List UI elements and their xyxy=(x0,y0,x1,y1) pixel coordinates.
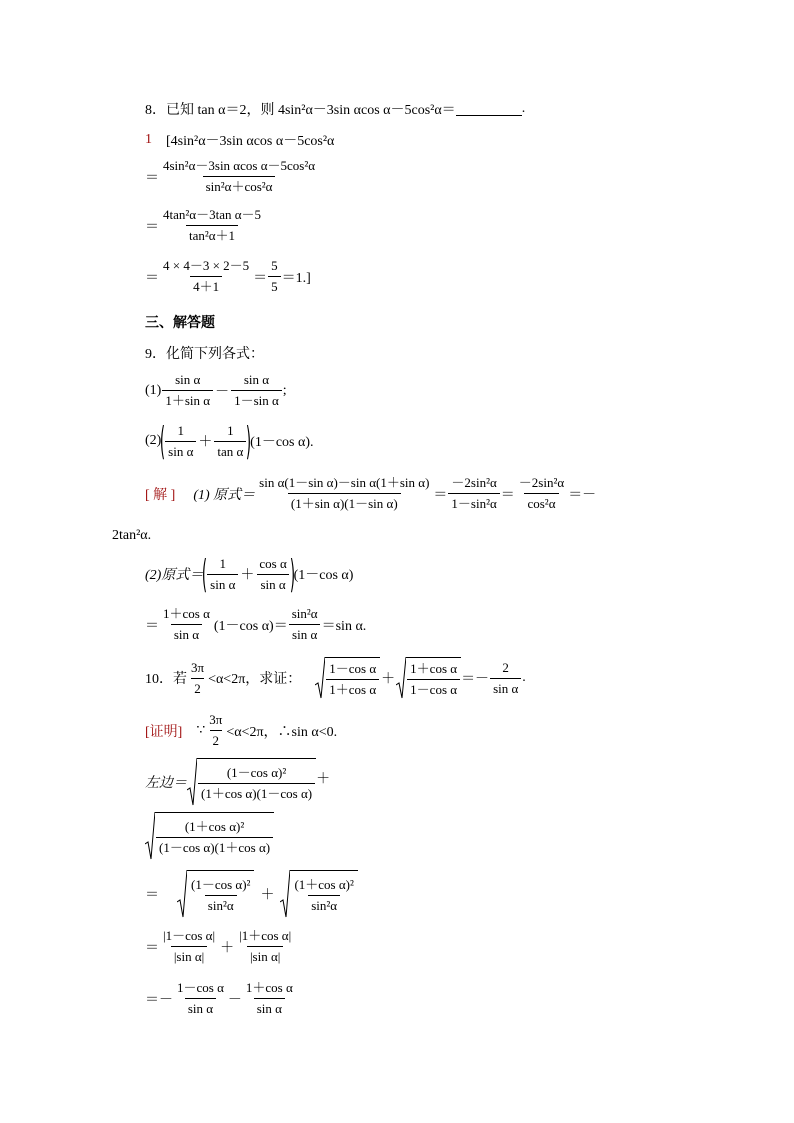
part-label: (2) xyxy=(145,433,162,448)
fraction xyxy=(326,661,379,698)
fraction xyxy=(490,660,521,697)
answer-8-step1 xyxy=(145,158,319,195)
numerator: 1 xyxy=(227,422,234,438)
denominator: cos²α xyxy=(524,493,558,512)
fraction xyxy=(165,423,196,460)
denominator: (1＋sin α)(1－sin α) xyxy=(288,493,401,512)
question-9-part1 xyxy=(145,372,287,409)
minus: － xyxy=(215,384,230,400)
fraction xyxy=(188,660,207,697)
fraction xyxy=(231,372,282,409)
numerator: 1＋cos α xyxy=(410,661,458,676)
equals: ＝ xyxy=(500,487,515,503)
fraction xyxy=(268,258,281,295)
fraction xyxy=(243,980,296,1017)
radical-sign-icon xyxy=(315,657,325,699)
proof-header xyxy=(145,712,337,749)
tail: (1－cos α) xyxy=(293,568,354,583)
equals: ＝ xyxy=(145,618,159,634)
question-10 xyxy=(145,657,526,699)
denominator: (1－cos α)(1＋cos α) xyxy=(156,837,273,856)
fraction xyxy=(162,372,213,409)
equals: ＝ xyxy=(433,487,448,503)
equals: ＝ xyxy=(145,170,159,186)
denominator: sin α xyxy=(207,574,238,593)
numerator: 1 xyxy=(177,422,185,438)
denominator: sin²α xyxy=(205,895,237,914)
numerator: cos α xyxy=(259,555,287,571)
equals: ＝ xyxy=(145,888,159,903)
numerator: (1－cos α)² xyxy=(191,877,251,892)
denominator: sin²α xyxy=(308,895,340,914)
fraction xyxy=(207,556,238,593)
left-paren: ( xyxy=(160,419,166,463)
fraction xyxy=(448,475,499,512)
sqrt-radical xyxy=(145,812,274,860)
fraction xyxy=(256,475,432,512)
denominator: 4＋1 xyxy=(190,276,222,295)
because-symbol: ∵ xyxy=(196,723,206,738)
numerator: 5 xyxy=(271,258,278,273)
numerator: sin²α xyxy=(291,606,318,621)
fraction xyxy=(291,877,356,914)
fraction xyxy=(156,819,273,856)
plus: ＋ xyxy=(198,435,213,450)
fraction xyxy=(160,207,264,244)
radical-sign-icon xyxy=(187,758,197,806)
section-heading: 三、解答题 xyxy=(145,316,215,331)
fraction xyxy=(160,258,252,295)
equals: ＝ xyxy=(145,219,159,235)
answer-8-step2 xyxy=(145,207,265,244)
left-paren: ( xyxy=(202,552,208,596)
answer-9-part2 xyxy=(145,552,354,596)
plus: ＋ xyxy=(220,940,235,956)
equals: ＝ xyxy=(253,270,268,286)
radical-sign-icon xyxy=(145,812,155,860)
radical-sign-icon xyxy=(396,657,406,699)
fraction xyxy=(289,606,321,643)
proof-step4 xyxy=(145,980,297,1017)
middle: (1－cos α)＝ xyxy=(213,618,288,634)
tail: ＝sin α. xyxy=(321,618,367,634)
proof-step1 xyxy=(145,758,330,806)
denominator: sin α xyxy=(171,624,202,643)
numerator: 1＋cos α xyxy=(245,980,293,995)
tail: ＝－ xyxy=(568,487,597,503)
denominator: sin α xyxy=(289,624,320,643)
denominator: 5 xyxy=(268,276,281,295)
answer-9-wrap: 2tan²α. xyxy=(112,528,152,543)
numerator: 3π xyxy=(191,659,205,675)
fraction xyxy=(256,556,289,593)
fraction xyxy=(516,475,567,512)
denominator: tan²α＋1 xyxy=(186,225,238,244)
proof-condition: <α<2π，∴sin α<0. xyxy=(226,724,338,740)
denominator: sin α xyxy=(254,998,285,1017)
numerator: 4 × 4－3 × 2－5 xyxy=(163,258,250,273)
proof-step2 xyxy=(145,870,358,918)
plus: ＋ xyxy=(260,888,275,903)
denominator: 1－sin²α xyxy=(448,493,499,512)
part1-label: (1) 原式＝ xyxy=(193,487,256,503)
answer-blank xyxy=(456,103,522,116)
answer-8-step3 xyxy=(145,258,311,295)
fraction xyxy=(236,928,294,965)
proof-step1-cont xyxy=(145,812,274,860)
fraction xyxy=(188,877,253,914)
q10-condition: <α<2π，求证： xyxy=(208,672,302,687)
denominator: sin α xyxy=(490,678,521,697)
numerator: 3π xyxy=(209,712,223,727)
denominator: 1－cos α xyxy=(407,679,460,698)
plus: ＋ xyxy=(316,772,331,787)
denominator: tan α xyxy=(214,441,246,460)
radical-sign-icon xyxy=(177,870,187,918)
equals: ＝ xyxy=(145,270,159,286)
q10-prefix: 10．若 xyxy=(145,672,187,687)
equals-minus: ＝－ xyxy=(145,992,173,1008)
denominator: 2 xyxy=(191,678,204,697)
minus: － xyxy=(227,992,242,1008)
q8-end: . xyxy=(521,101,526,116)
equals-minus: ＝－ xyxy=(461,672,490,687)
numerator: sin α xyxy=(243,372,270,387)
fraction xyxy=(206,712,225,749)
numerator: (1－cos α)² xyxy=(226,765,287,780)
answer-8-expr: [4sin²α－3sin αcos α－5cos²α xyxy=(166,134,335,149)
denominator: 1－sin α xyxy=(231,390,282,409)
sqrt-radical xyxy=(315,657,380,699)
fraction xyxy=(198,765,315,802)
answer-8-tail: ＝1.] xyxy=(281,270,311,286)
denominator: |sin α| xyxy=(247,946,283,965)
answer-8-value: 1 xyxy=(145,132,152,147)
part-label: (1) xyxy=(145,382,162,398)
denominator: 1＋sin α xyxy=(162,390,213,409)
right-paren: ) xyxy=(246,419,252,463)
answer-8-line1 xyxy=(145,130,334,150)
equals: ＝ xyxy=(145,940,159,956)
plus: ＋ xyxy=(381,672,396,687)
part2-label: (2)原式＝ xyxy=(145,568,204,583)
numerator: －2sin²α xyxy=(518,475,565,490)
sqrt-radical xyxy=(280,870,357,918)
numerator: |1－cos α| xyxy=(163,928,216,943)
fraction xyxy=(160,158,318,195)
answer-9-part2-step xyxy=(145,606,366,643)
numerator: 1－cos α xyxy=(329,661,377,676)
denominator: sin α xyxy=(257,574,288,593)
proof-step3 xyxy=(145,928,295,965)
right-paren: ) xyxy=(289,552,295,596)
fraction xyxy=(160,606,213,643)
numerator: sin α xyxy=(175,372,201,387)
solution-tag: [ 解 ] xyxy=(145,487,176,503)
numerator: 2 xyxy=(502,659,509,675)
denominator: sin α xyxy=(165,441,196,460)
numerator: (1＋cos α)² xyxy=(294,877,354,892)
question-9-part2 xyxy=(145,419,314,463)
denominator: |sin α| xyxy=(171,946,207,965)
fraction xyxy=(214,423,246,460)
semicolon: ; xyxy=(282,382,287,398)
left-side-label: 左边＝ xyxy=(145,776,187,791)
sqrt-radical xyxy=(396,657,461,699)
numerator: sin α(1－sin α)－sin α(1＋sin α) xyxy=(259,475,430,490)
part2-tail: (1－cos α). xyxy=(250,435,314,450)
numerator: 1－cos α xyxy=(177,980,224,995)
answer-9-part1 xyxy=(145,475,596,512)
numerator: (1＋cos α)² xyxy=(184,819,245,834)
denominator: sin α xyxy=(185,998,216,1017)
denominator: 2 xyxy=(210,730,223,749)
q8-stem: 8．已知 tan α＝2，则 4sin²α－3sin αcos α－5cos²α＝ xyxy=(145,103,456,118)
fraction xyxy=(407,661,460,698)
numerator: 4tan²α－3tan α－5 xyxy=(163,207,262,222)
fraction xyxy=(160,928,218,965)
fraction xyxy=(174,980,227,1017)
numerator: 1＋cos α xyxy=(163,606,210,621)
period: . xyxy=(522,670,526,685)
sqrt-radical xyxy=(177,870,254,918)
question-9: 9．化简下列各式： xyxy=(145,347,264,362)
denominator: 1＋cos α xyxy=(326,679,379,698)
numerator: －2sin²α xyxy=(451,475,497,490)
denominator: sin²α＋cos²α xyxy=(203,176,276,195)
numerator: 4sin²α－3sin αcos α－5cos²α xyxy=(163,158,316,173)
plus: ＋ xyxy=(240,568,255,583)
numerator: 1 xyxy=(219,555,227,571)
sqrt-radical xyxy=(187,758,316,806)
radical-sign-icon xyxy=(280,870,290,918)
question-8 xyxy=(145,99,525,119)
numerator: |1＋cos α| xyxy=(239,928,292,943)
proof-tag: [证明] xyxy=(145,724,183,740)
denominator: (1＋cos α)(1－cos α) xyxy=(198,783,315,802)
